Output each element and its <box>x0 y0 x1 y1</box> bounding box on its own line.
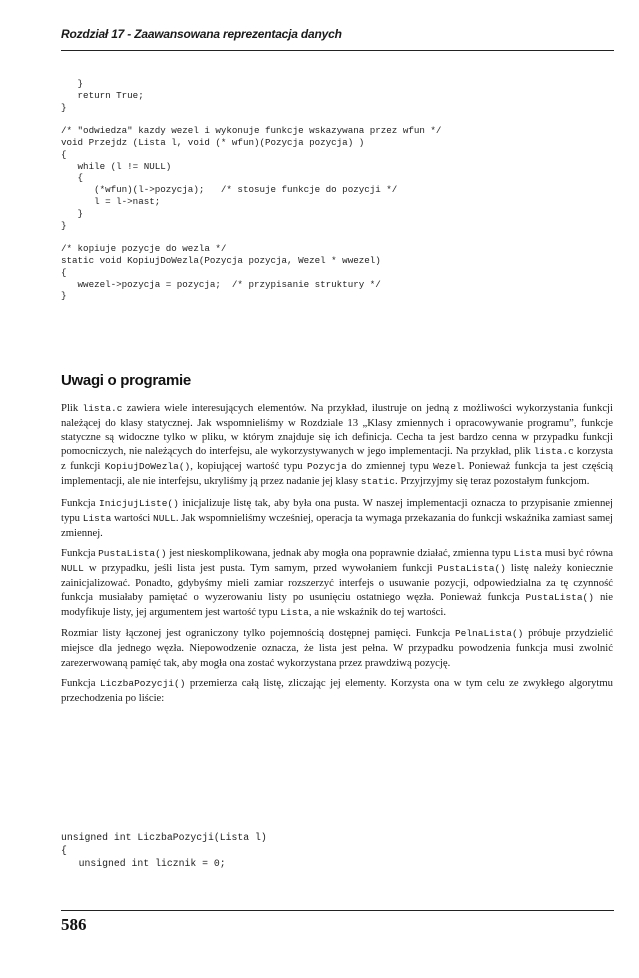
code-line: l = l->nast; <box>61 195 161 207</box>
text-run: , a nie wskaźnik do tej wartości. <box>308 606 446 619</box>
text-run: do zmiennej typu <box>346 460 434 473</box>
text-run: listę należy koniecznie zainicjalizować. Ponadto, gdybyśmy mieli zamiar rozszerzyć interfejs o usuwanie pozycji, odpowiedzialna za tę czynność funkcja musiałaby pamiętać o wyzerowaniu listy po usunięciu ostatniego węzła. Ponieważ funkcja <box>61 561 613 604</box>
code-line: { <box>61 172 84 184</box>
code-line: wwezel->pozycja = pozycja; /* przypisanie struktury */ <box>61 278 381 290</box>
inline-code: InicjujListe() <box>99 497 179 509</box>
inline-code: lista.c <box>533 446 574 458</box>
body-text <box>61 401 613 711</box>
text-run: Funkcja <box>61 676 100 689</box>
inline-code: PelnaLista() <box>454 628 524 640</box>
code-line: /* "odwiedza" kazdy wezel i wykonuje funkcje wskazywana przez wfun */ <box>61 125 442 137</box>
inline-code: Lista <box>513 547 543 559</box>
inline-code: Lista <box>82 512 112 524</box>
code-line: unsigned int licznik = 0; <box>61 858 226 869</box>
code-line: } <box>61 78 84 89</box>
inline-code: Wezel <box>433 461 462 473</box>
code-line: } <box>61 207 84 219</box>
text-run: . Przyjrzyjmy się teraz pozostałym funkcjom. <box>394 475 590 488</box>
text-run: nie modyfikuje listy, jej argumentem jest wartość typu <box>61 591 614 619</box>
header-rule <box>61 50 614 51</box>
inline-code: Lista <box>280 607 309 619</box>
inline-code: PustaLista() <box>98 547 167 559</box>
inline-code: KopiujDoWezla() <box>104 461 191 473</box>
code-line: unsigned int LiczbaPozycji(Lista l) <box>61 832 267 843</box>
text-run: w przypadku, jeśli lista jest pusta. Tym samym, przed wywołaniem funkcji <box>83 561 438 574</box>
inline-code: NULL <box>61 562 84 574</box>
code-listing-bottom <box>61 831 621 870</box>
inline-code: static <box>360 476 395 488</box>
paragraph-1 <box>61 401 613 490</box>
text-run: Funkcja <box>61 496 100 509</box>
inline-code: PustaLista() <box>437 562 506 574</box>
text-run: Rozmiar listy łączonej jest ograniczony tylko pojemnością dostępnej pamięci. Funkcja <box>61 627 455 640</box>
code-line <box>61 113 621 125</box>
text-run: jest nieskomplikowana, jednak aby mogła ona poprawnie działać, zmienna typu <box>166 546 514 559</box>
paragraph-3 <box>61 546 613 620</box>
code-line: { <box>61 845 67 856</box>
text-run: zawiera wiele interesujących elementów. Na przykład, ilustruje on jedną z możliwości wykorzystania funkcji należącej do klasy statycznej. Jak wspomnieliśmy w Rozdziale 13 „Klasy zmiennych i opracowywanie programu”, funkcje statyczne są widoczne tylko w pliku, w którym znajduje się ich definicja. Cecha ta jest bardzo cenna w przypadku funkcji pomocniczych, nie należących do interfejsu, ale wykorzystywanych w jego implementacji. Na przykład, plik <box>61 402 613 458</box>
code-line: } <box>61 290 67 302</box>
text-run: korzysta z funkcji <box>61 445 613 473</box>
inline-code: LiczbaPozycji() <box>99 677 186 689</box>
section-heading: Uwagi o programie <box>61 372 191 389</box>
inline-code: PustaLista() <box>525 592 594 604</box>
code-line: return True; <box>61 89 144 101</box>
code-line: static void KopiujDoWezla(Pozycja pozycja, Wezel * wwezel) <box>61 254 381 266</box>
code-line: { <box>61 266 67 278</box>
code-line: /* kopiuje pozycje do wezla */ <box>61 243 227 255</box>
text-run: . Ponieważ funkcja ta jest częścią implementacji, ale nie interfejsu, ukryliśmy ją przez nadanie jej klasy <box>61 460 614 488</box>
text-run: . Jak wspomnieliśmy wcześniej, operacja ta wymaga przekazania do funkcji wskaźnika zamiast samej zmiennej. <box>61 511 613 539</box>
paragraph-4 <box>61 626 613 669</box>
text-run: inicjalizuje listę tak, aby była ona pusta. W naszej implementacji oznacza to przypisanie zmiennej typu <box>61 496 614 524</box>
text-run: Plik <box>61 402 83 414</box>
code-listing-top <box>61 78 621 302</box>
paragraph-5 <box>61 676 613 705</box>
code-line: } <box>61 219 67 231</box>
code-line: while (l != NULL) <box>61 160 172 172</box>
paragraph-2 <box>61 496 613 540</box>
text-run: próbuje przydzielić miejsce dla jednego węzła. Niepowodzenie oznacza, że lista jest pełna. W przypadku powodzenia funkcja musi zwolnić zarezerwowaną pamięć tak, aby mogła ona zostać wykorzystana przez prawdziwą pozycję. <box>61 627 613 669</box>
text-run: przemierza całą listę, zliczając jej elementy. Korzysta ona w tym celu ze zwykłego algorytmu przechodzenia po liście: <box>61 676 613 704</box>
inline-code: NULL <box>153 512 176 524</box>
code-line: } <box>61 101 67 113</box>
text-run: Funkcja <box>61 546 99 559</box>
code-line: void Przejdz (Lista l, void (* wfun)(Pozycja pozycja) ) <box>61 136 365 148</box>
text-run: musi być równa <box>542 546 613 559</box>
inline-code: Pozycja <box>307 461 347 473</box>
running-header: Rozdział 17 - Zaawansowana reprezentacja danych <box>61 27 342 41</box>
footer-rule <box>61 910 614 911</box>
text-run: wartości <box>111 511 153 524</box>
code-line <box>61 231 621 243</box>
code-line: (*wfun)(l->pozycja); /* stosuje funkcje do pozycji */ <box>61 184 398 196</box>
text-run: , kopiującej wartość typu <box>190 460 307 473</box>
inline-code: lista.c <box>82 403 123 414</box>
code-line: { <box>61 148 67 160</box>
page-number: 586 <box>61 915 87 934</box>
